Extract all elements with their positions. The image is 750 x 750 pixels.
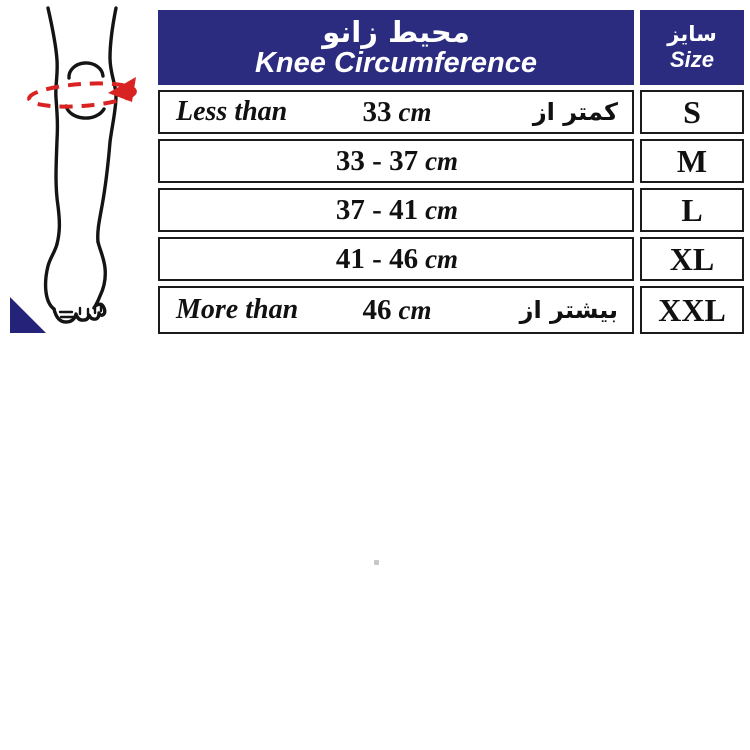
table-row — [158, 90, 744, 134]
table-row — [158, 237, 744, 281]
size-cell — [640, 139, 744, 183]
circumference-cell — [158, 139, 634, 183]
circumference-cell — [158, 237, 634, 281]
range-value: 41 - 46 cm — [335, 242, 459, 275]
size-value: M — [676, 142, 708, 179]
range-value: 33 - 37 cm — [335, 144, 459, 177]
image-artifact-speck — [374, 560, 379, 565]
size-table — [158, 10, 744, 334]
size-cell — [640, 90, 744, 134]
header-title-en: Knee Circumference — [254, 47, 538, 79]
circumference-cell — [158, 90, 634, 134]
size-cell — [640, 286, 744, 334]
circumference-cell — [158, 286, 634, 334]
circumference-cell — [158, 188, 634, 232]
size-header-cell — [640, 10, 744, 85]
size-value: XL — [669, 240, 715, 277]
range-value: 33 cm — [362, 95, 432, 128]
range-value: 46 cm — [362, 293, 432, 326]
size-cell — [640, 188, 744, 232]
range-label-fa: کمتر از — [532, 98, 618, 126]
leg-outline-icon — [46, 8, 116, 322]
table-row — [158, 188, 744, 232]
range-label-en: More than — [176, 294, 299, 325]
range-value: 37 - 41 cm — [335, 193, 459, 226]
size-value: S — [683, 93, 701, 130]
header-title-fa: محیط زانو — [322, 14, 470, 49]
knee-measurement-illustration — [0, 0, 160, 340]
size-header-fa: سایز — [667, 21, 717, 46]
size-value: XXL — [658, 291, 726, 328]
circumference-header-cell — [158, 10, 634, 85]
table-row — [158, 139, 744, 183]
size-value: L — [681, 191, 703, 228]
size-header-en: Size — [669, 46, 715, 72]
range-label-en: Less than — [176, 96, 288, 127]
range-label-fa: بیشتر از — [519, 296, 618, 324]
table-header-row — [158, 10, 744, 85]
table-row — [158, 286, 744, 334]
size-cell — [640, 237, 744, 281]
corner-triangle-icon — [8, 295, 48, 335]
